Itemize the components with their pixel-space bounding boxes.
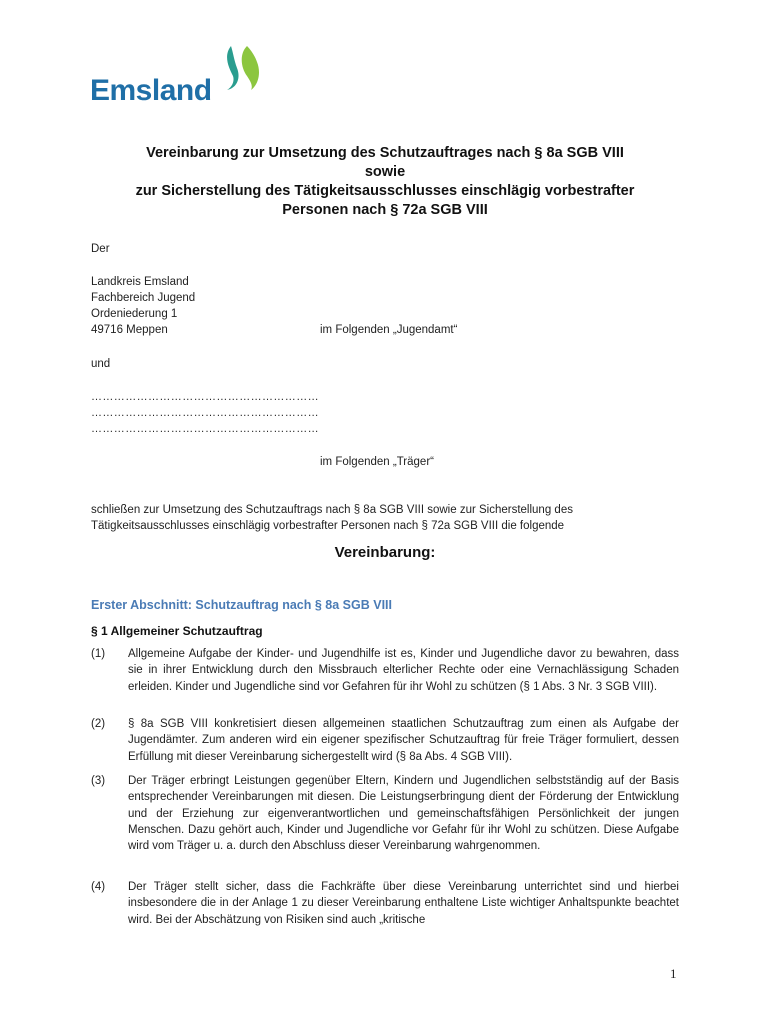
paragraph-heading: § 1 Allgemeiner Schutzauftrag xyxy=(91,624,263,638)
connector-und: und xyxy=(91,358,111,370)
intro-text xyxy=(91,502,681,534)
item-text: Der Träger erbringt Leistungen gegenüber Eltern, Kindern und Jugendlichen selbstständig auf der Basis entsprechender Vereinbarungen mit diesen. Die Leistungserbringung dient der Förderung der Entwicklung und der Erziehung zur eigenverantwortlichen und gemeinschaftsfähigen Persönlichkeit der jungen Menschen. Dazu gehört auch, Kinder und Jugendliche vor Gefahr für ihr Wohl zu schützen. Diese Aufgabe wird vom Träger u. a. durch den Abschluss dieser Vereinbarung wahrgenommen. xyxy=(128,775,679,853)
party1-address xyxy=(91,274,195,338)
item-number: (3) xyxy=(91,775,106,787)
item-text: Der Träger stellt sicher, dass die Fachkräfte über diese Vereinbarung unterrichtet sind und hierbei insbesondere die in der Anlage 1 zu dieser Vereinbarung enthaltene Liste wichtiger Anhaltspunkte beachtet wird. Bei der Abschätzung von Risiken sind auch „kritische xyxy=(128,881,679,926)
address-line: Fachbereich Jugend xyxy=(91,292,196,304)
item-number: (1) xyxy=(91,648,106,660)
placeholder-line: …………………………………………………… xyxy=(91,423,319,435)
address-line: Landkreis Emsland xyxy=(91,276,189,288)
leaf-icon xyxy=(225,42,261,92)
item-text: § 8a SGB VIII konkretisiert diesen allgemeinen staatlichen Schutzauftrag zum einen als Aufgabe der Jugendämter. Zum anderen wird ein eigener spezifischer Schutzauftrag für freie Träger formuliert, dessen Erfüllung mit dieser Vereinbarung sichergestellt wird (§ 8a Abs. 4 SGB VIII). xyxy=(128,718,679,763)
item-text: Allgemeine Aufgabe der Kinder- und Jugendhilfe ist es, Kinder und Jugendliche davor zu bewahren, dass sie in ihrer Entwicklung durch den Missbrauch elterlicher Rechte oder eine Vernachlässigung Schaden erleiden. Kinder und Jugendliche sind vor Gefahren für ihr Wohl zu schützen (§ 1 Abs. 3 Nr. 3 SGB VIII). xyxy=(128,648,679,693)
address-line: 49716 Meppen xyxy=(91,324,168,336)
item-number: (4) xyxy=(91,881,106,893)
agreement-heading: Vereinbarung: xyxy=(334,544,436,561)
item-number: (2) xyxy=(91,718,106,730)
title-line: zur Sicherstellung des Tätigkeitsausschlusses einschlägig vorbestrafter xyxy=(135,183,635,199)
party2-alias: im Folgenden „Träger“ xyxy=(320,456,434,468)
address-line: Ordeniederung 1 xyxy=(91,308,178,320)
title-line: sowie xyxy=(364,164,406,180)
title-line: Personen nach § 72a SGB VIII xyxy=(282,202,488,218)
placeholder-line: …………………………………………………… xyxy=(91,391,319,403)
emsland-logo xyxy=(90,42,260,112)
intro-line: schließen zur Umsetzung des Schutzauftrags nach § 8a SGB VIII sowie zur Sicherstellung des xyxy=(91,504,573,516)
section-title: Erster Abschnitt: Schutzauftrag nach § 8a SGB VIII xyxy=(91,598,392,612)
page-number: 1 xyxy=(670,966,677,981)
title-line: Vereinbarung zur Umsetzung des Schutzauftrages nach § 8a SGB VIII xyxy=(146,145,624,161)
intro-line: Tätigkeitsausschlusses einschlägig vorbestrafter Personen nach § 72a SGB VIII die folgende xyxy=(91,520,565,532)
party1-alias: im Folgenden „Jugendamt“ xyxy=(320,324,458,336)
document-title xyxy=(90,144,680,220)
placeholder-line: …………………………………………………… xyxy=(91,407,319,419)
logo-text: Emsland xyxy=(90,74,212,107)
party1-article: Der xyxy=(91,243,110,255)
